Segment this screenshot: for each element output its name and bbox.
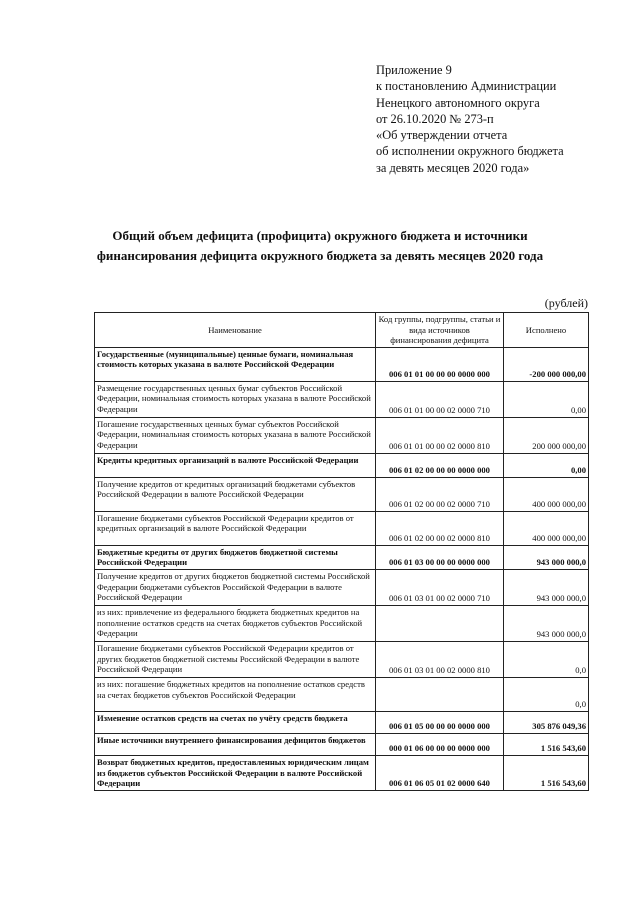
row-name: Возврат бюджетных кредитов, предоставленных юридическим лицам из бюджетов субъектов Российской Федерации в валюте Российской Федерации	[95, 755, 376, 790]
row-name: Бюджетные кредиты от других бюджетов бюджетной системы Российской Федерации	[95, 545, 376, 569]
appendix-line: Ненецкого автономного округа	[376, 95, 540, 110]
row-code: 000 01 06 00 00 00 0000 000	[376, 733, 504, 755]
row-name: Изменение остатков средств на счетах по учёту средств бюджета	[95, 711, 376, 733]
row-name: из них: погашение бюджетных кредитов на пополнение остатков средств на счетах бюджетов субъектов Российской Федерации	[95, 677, 376, 711]
document-title	[30, 226, 610, 266]
row-name: Государственные (муниципальные) ценные бумаги, номинальная стоимость которых указана в валюте Российской Федерации	[95, 347, 376, 381]
row-amount: 0,00	[504, 381, 589, 417]
row-code: 006 01 03 01 00 02 0000 710	[376, 569, 504, 605]
row-amount: 1 516 543,60	[504, 733, 589, 755]
table-row	[95, 605, 589, 641]
row-name: Погашение бюджетами субъектов Российской Федерации кредитов от кредитных организаций в валюте Российской Федерации	[95, 511, 376, 545]
row-name: Размещение государственных ценных бумаг субъектов Российской Федерации, номинальная стоимость которых указана в валюте Российской Федерации	[95, 381, 376, 417]
header-code: Код группы, подгруппы, статьи и вида источников финансирования дефицита	[376, 313, 504, 348]
table-row	[95, 381, 589, 417]
header-name: Наименование	[95, 313, 376, 348]
row-name: Получение кредитов от кредитных организаций бюджетами субъектов Российской Федерации в валюте Российской Федерации	[95, 477, 376, 511]
table-row	[95, 677, 589, 711]
row-amount: 305 876 049,36	[504, 711, 589, 733]
row-amount: 400 000 000,00	[504, 477, 589, 511]
row-amount: 0,0	[504, 641, 589, 677]
budget-table	[94, 312, 589, 791]
row-amount: 0,0	[504, 677, 589, 711]
row-code: 006 01 05 00 00 00 0000 000	[376, 711, 504, 733]
title-line-2: финансирования дефицита окружного бюджета за девять месяцев 2020 года	[96, 248, 544, 263]
table-row	[95, 755, 589, 790]
row-name: Погашение бюджетами субъектов Российской Федерации кредитов от других бюджетов бюджетной системы Российской Федерации в валюте Российской Федерации	[95, 641, 376, 677]
row-amount: 943 000 000,0	[504, 569, 589, 605]
header-amount: Исполнено	[504, 313, 589, 348]
title-line-1: Общий объем дефицита (профицита) окружного бюджета и источники	[112, 228, 528, 243]
row-amount: 200 000 000,00	[504, 417, 589, 453]
table-header-row	[95, 313, 589, 348]
row-amount: 0,00	[504, 453, 589, 477]
appendix-line: Приложение 9	[376, 63, 452, 77]
table-row	[95, 511, 589, 545]
row-code: 006 01 01 00 00 00 0000 000	[376, 347, 504, 381]
row-code: 006 01 01 00 00 02 0000 810	[376, 417, 504, 453]
table-row	[95, 417, 589, 453]
appendix-line: за девять месяцев 2020 года»	[376, 160, 530, 175]
appendix-line: «Об утверждении отчета	[376, 128, 508, 143]
row-code: 006 01 03 00 00 00 0000 000	[376, 545, 504, 569]
row-code: 006 01 02 00 00 02 0000 710	[376, 477, 504, 511]
table-row	[95, 641, 589, 677]
table-row	[95, 477, 589, 511]
unit-label: (рублей)	[544, 296, 588, 310]
table-row	[95, 569, 589, 605]
appendix-line: к постановлению Администрации	[376, 79, 557, 94]
row-amount: 400 000 000,00	[504, 511, 589, 545]
row-code: 006 01 03 01 00 02 0000 810	[376, 641, 504, 677]
row-code: 006 01 01 00 00 02 0000 710	[376, 381, 504, 417]
row-amount: 943 000 000,0	[504, 605, 589, 641]
row-amount: -200 000 000,00	[504, 347, 589, 381]
row-name: из них: привлечение из федерального бюджета бюджетных кредитов на пополнение остатков средств на счетах бюджетов субъектов Российской Федерации	[95, 605, 376, 641]
row-name: Кредиты кредитных организаций в валюте Российской Федерации	[95, 453, 376, 477]
appendix-line: от 26.10.2020 № 273-п	[376, 111, 494, 126]
row-code: 006 01 02 00 00 02 0000 810	[376, 511, 504, 545]
row-code: 006 01 02 00 00 00 0000 000	[376, 453, 504, 477]
row-code	[376, 605, 504, 641]
row-code	[376, 677, 504, 711]
table-row	[95, 347, 589, 381]
row-amount: 943 000 000,0	[504, 545, 589, 569]
row-name: Иные источники внутреннего финансирования дефицитов бюджетов	[95, 733, 376, 755]
table-row	[95, 733, 589, 755]
row-name: Погашение государственных ценных бумаг субъектов Российской Федерации, номинальная стоимость которых указана в валюте Российской Федерации	[95, 417, 376, 453]
row-code: 006 01 06 05 01 02 0000 640	[376, 755, 504, 790]
appendix-line: об исполнении окружного бюджета	[376, 144, 564, 159]
row-name: Получение кредитов от других бюджетов бюджетной системы Российской Федерации бюджетами субъектов Российской Федерации в валюте Российской Федерации	[95, 569, 376, 605]
table-row	[95, 711, 589, 733]
row-amount: 1 516 543,60	[504, 755, 589, 790]
appendix-block	[376, 62, 564, 176]
table-row	[95, 453, 589, 477]
table-row	[95, 545, 589, 569]
